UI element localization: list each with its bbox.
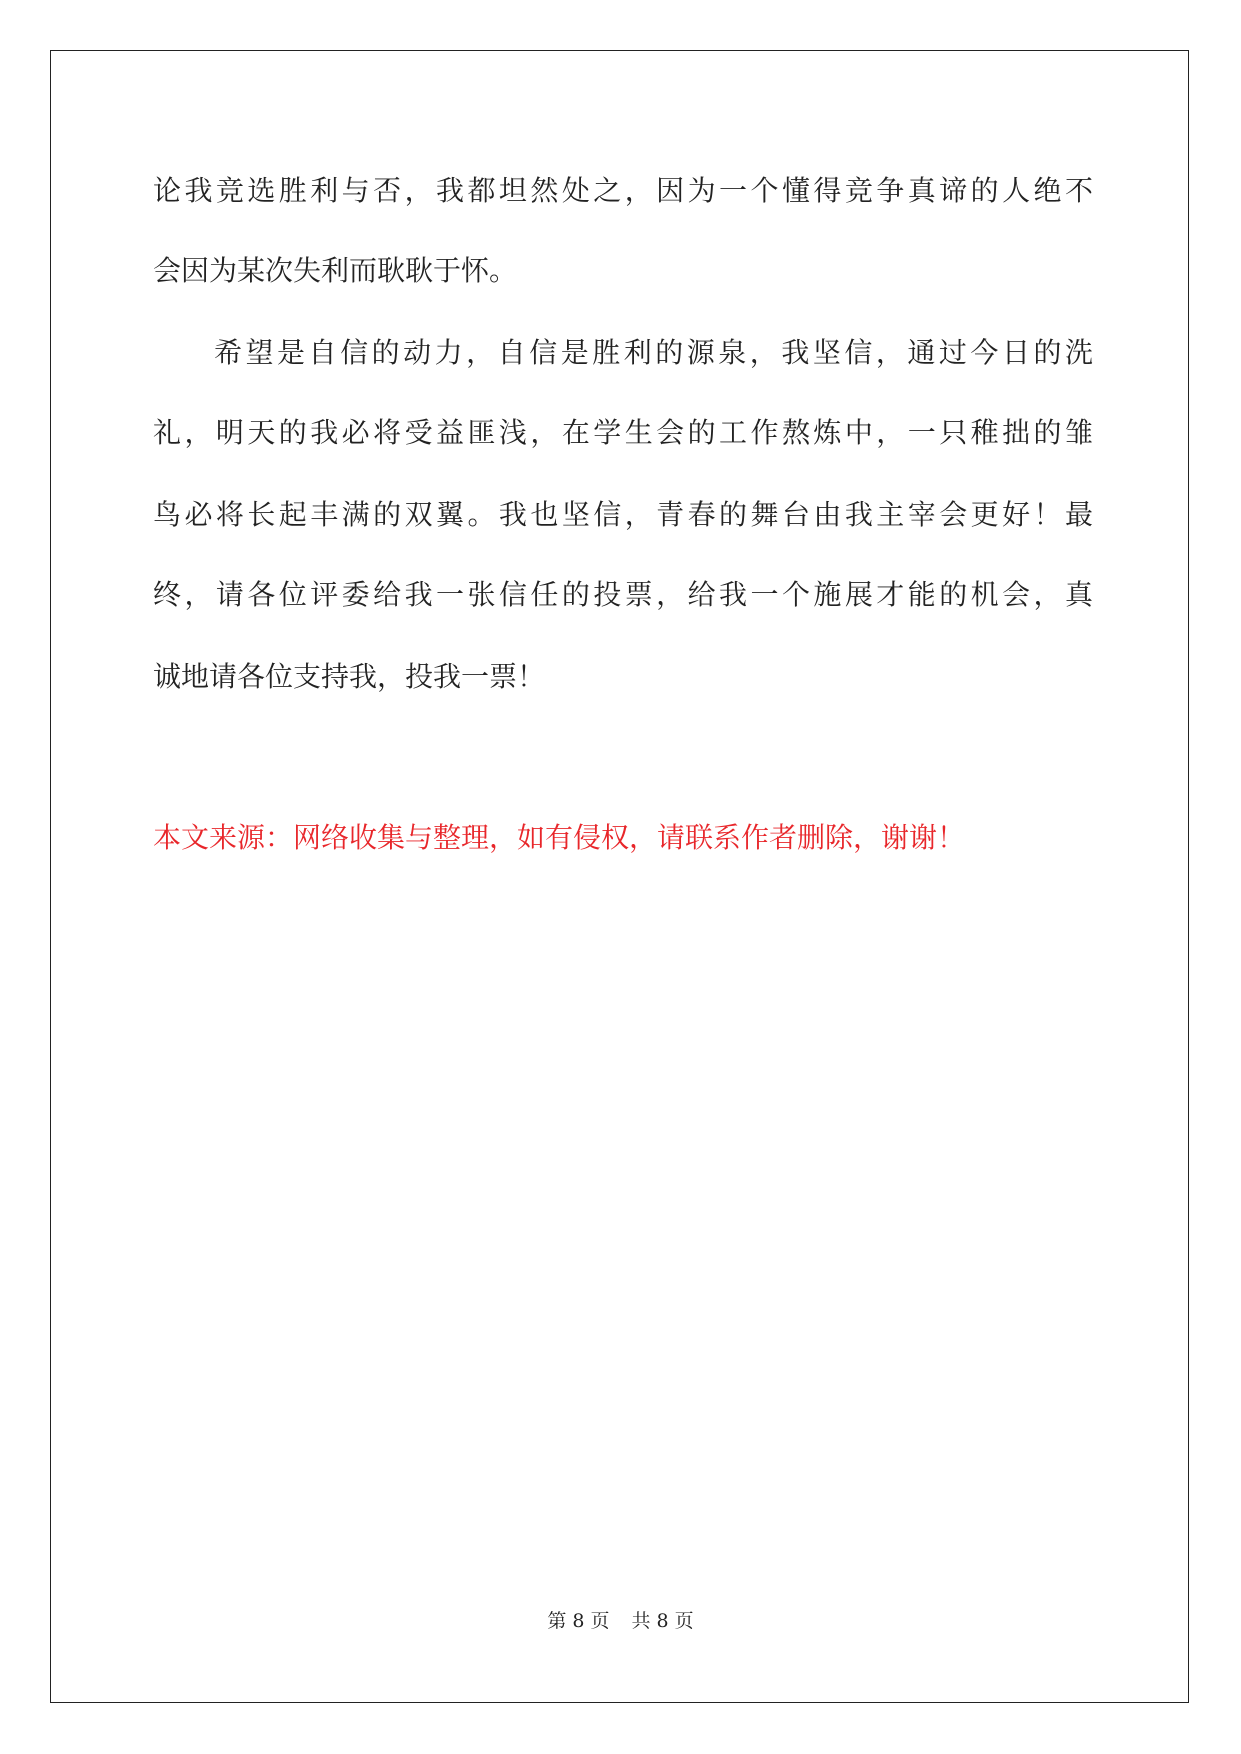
paragraph-1-line-1: 论我竞选胜利与否，我都坦然处之，因为一个懂得竞争真谛的人绝不	[153, 174, 1093, 207]
paragraph-1-line-2: 会因为某次失利而耿耿于怀。	[153, 254, 518, 287]
source-notice: 本文来源：网络收集与整理，如有侵权，请联系作者删除，谢谢！	[153, 821, 966, 854]
paragraph-2-line-5: 诚地请各位支持我，投我一票！	[153, 660, 546, 693]
page-border	[50, 50, 1189, 1703]
page-footer	[0, 1608, 1241, 1634]
paragraph-2-line-3: 鸟必将长起丰满的双翼。我也坚信，青春的舞台由我主宰会更好！最	[153, 498, 1093, 531]
current-page-number: 第 8 页	[547, 1610, 610, 1632]
paragraph-2-line-2: 礼，明天的我必将受益匪浅，在学生会的工作熬炼中，一只稚拙的雏	[153, 416, 1093, 449]
total-page-count: 共 8 页	[631, 1610, 694, 1632]
paragraph-2-line-1: 希望是自信的动力，自信是胜利的源泉，我坚信，通过今日的洗	[214, 336, 1093, 369]
paragraph-2-line-4: 终，请各位评委给我一张信任的投票，给我一个施展才能的机会，真	[153, 578, 1093, 611]
